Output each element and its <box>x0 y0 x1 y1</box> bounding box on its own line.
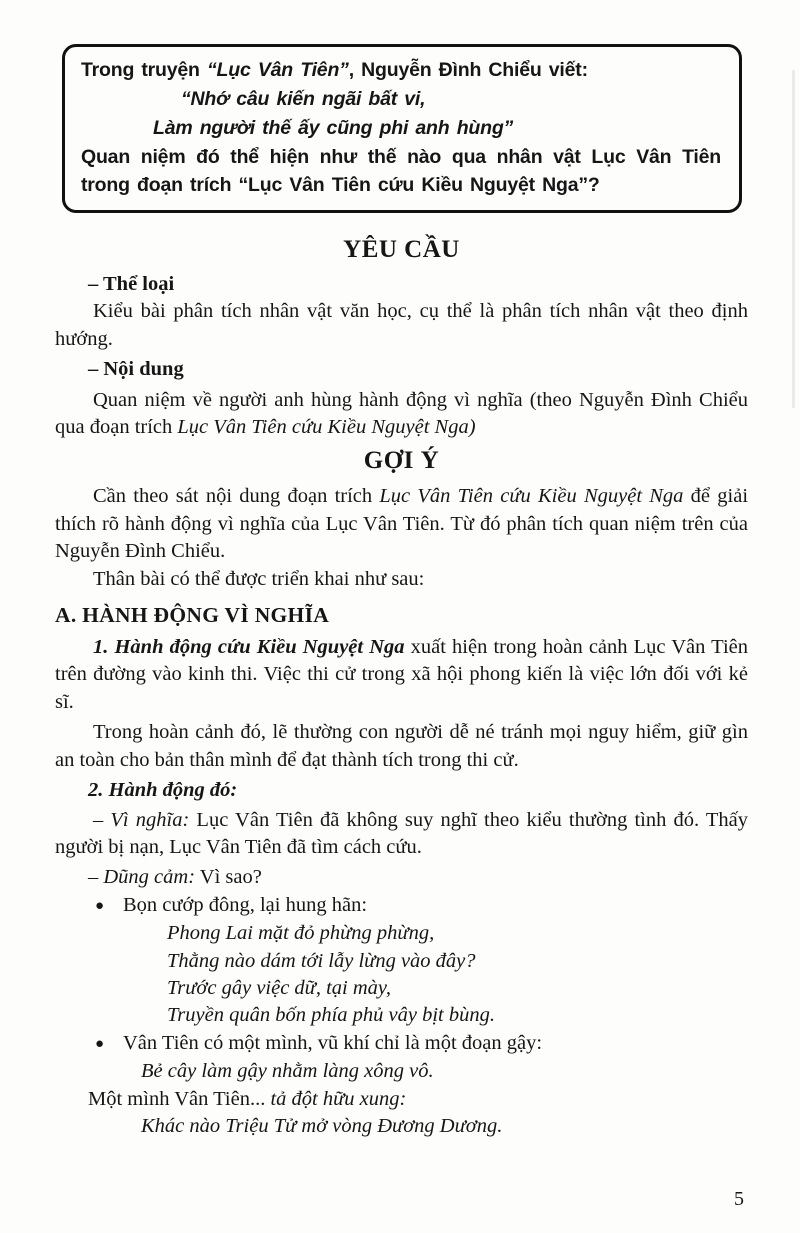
verse-line: Trước gây việc dữ, tại mày, <box>167 976 392 999</box>
prompt-question: Quan niệm đó thể hiện như thế nào qua nhân vật Lục Vân Tiên trong đoạn trích “Lục Vân Tiên cứu Kiều Nguyệt Nga”? <box>81 146 721 196</box>
verse-line: Truyền quân bốn phía phủ vây bịt bùng. <box>167 1004 495 1027</box>
page-content <box>0 235 800 1140</box>
para-noi-dung: Quan niệm về người anh hùng hành động vì nghĩa (theo Nguyễn Đình Chiểu qua đoạn trích Lục Vân Tiên cứu Kiều Nguyệt Nga) <box>55 388 748 439</box>
para-goi-y-intro: Cần theo sát nội dung đoạn trích Lục Vân Tiên cứu Kiều Nguyệt Nga để giải thích rõ hành động vì nghĩa của Lục Vân Tiên. Từ đó phân tích quan niệm trên của Nguyễn Đình Chiểu. <box>55 485 749 563</box>
page-number: 5 <box>734 1188 744 1210</box>
para-the-loai: Kiểu bài phân tích nhân vật văn học, cụ thể là phân tích nhân vật theo định hướng. <box>55 300 748 350</box>
bullet-item-2 <box>55 1030 748 1058</box>
heading-goi-y: GỢI Ý <box>363 447 440 475</box>
verse-line: Thằng nào dám tới lẫy lừng vào đây? <box>167 949 476 972</box>
para-goi-y-intro2: Thân bài có thể được triển khai như sau: <box>93 567 425 590</box>
verse-line: Bẻ cây làm gậy nhằm làng xông vô. <box>141 1060 434 1083</box>
heading-yeu-cau: YÊU CẦU <box>343 236 460 263</box>
prompt-quote-line-2: Làm người thế ấy cũng phi anh hùng” <box>153 117 514 139</box>
bullet-icon: ● <box>95 1035 105 1052</box>
bullet-icon: ● <box>95 897 105 914</box>
para-dung-cam: – Dũng cảm: Vì sao? <box>88 866 262 889</box>
prompt-intro-line: Trong truyện “Lục Vân Tiên”, Nguyễn Đình Chiểu viết: <box>81 59 588 81</box>
label-the-loai: – Thể loại <box>88 273 175 295</box>
heading-point2: 2. Hành động đó: <box>88 779 238 802</box>
prompt-quote-line-1: “Nhớ câu kiến ngãi bất vi, <box>181 88 426 110</box>
book-page <box>0 44 800 1233</box>
verse-line: Khác nào Triệu Tử mở vòng Đương Dương. <box>141 1114 503 1137</box>
para-point1-2: Trong hoàn cảnh đó, lẽ thường con người dễ né tránh mọi nguy hiểm, giữ gìn an toàn cho bản thân mình để đạt thành tích trong thi cử. <box>55 721 748 771</box>
essay-prompt-box <box>62 44 742 213</box>
verse-line: Phong Lai mặt đỏ phừng phừng, <box>167 922 435 945</box>
para-mot-minh: Một mình Vân Tiên... tả đột hữu xung: <box>88 1087 407 1110</box>
heading-section-a: A. HÀNH ĐỘNG VÌ NGHĨA <box>55 603 330 628</box>
label-noi-dung: – Nội dung <box>88 358 184 381</box>
para-point1: 1. Hành động cứu Kiều Nguyệt Nga xuất hiện trong hoàn cảnh Lục Vân Tiên trên đường vào kinh thi. Việc thi cử trong xã hội phong kiến là việc lớn đối với kẻ sĩ. <box>55 636 748 713</box>
para-vi-nghia: – Vì nghĩa: Lục Vân Tiên đã không suy nghĩ theo kiểu thường tình đó. Thấy người bị nạn, Lục Vân Tiên đã tìm cách cứu. <box>55 808 749 858</box>
scan-edge-artifact <box>792 70 795 408</box>
bullet-item-1 <box>55 892 748 920</box>
bullet-item-1-text: Bọn cướp đông, lại hung hãn: <box>123 893 368 916</box>
bullet-item-2-text: Vân Tiên có một mình, vũ khí chỉ là một đoạn gậy: <box>123 1031 543 1054</box>
